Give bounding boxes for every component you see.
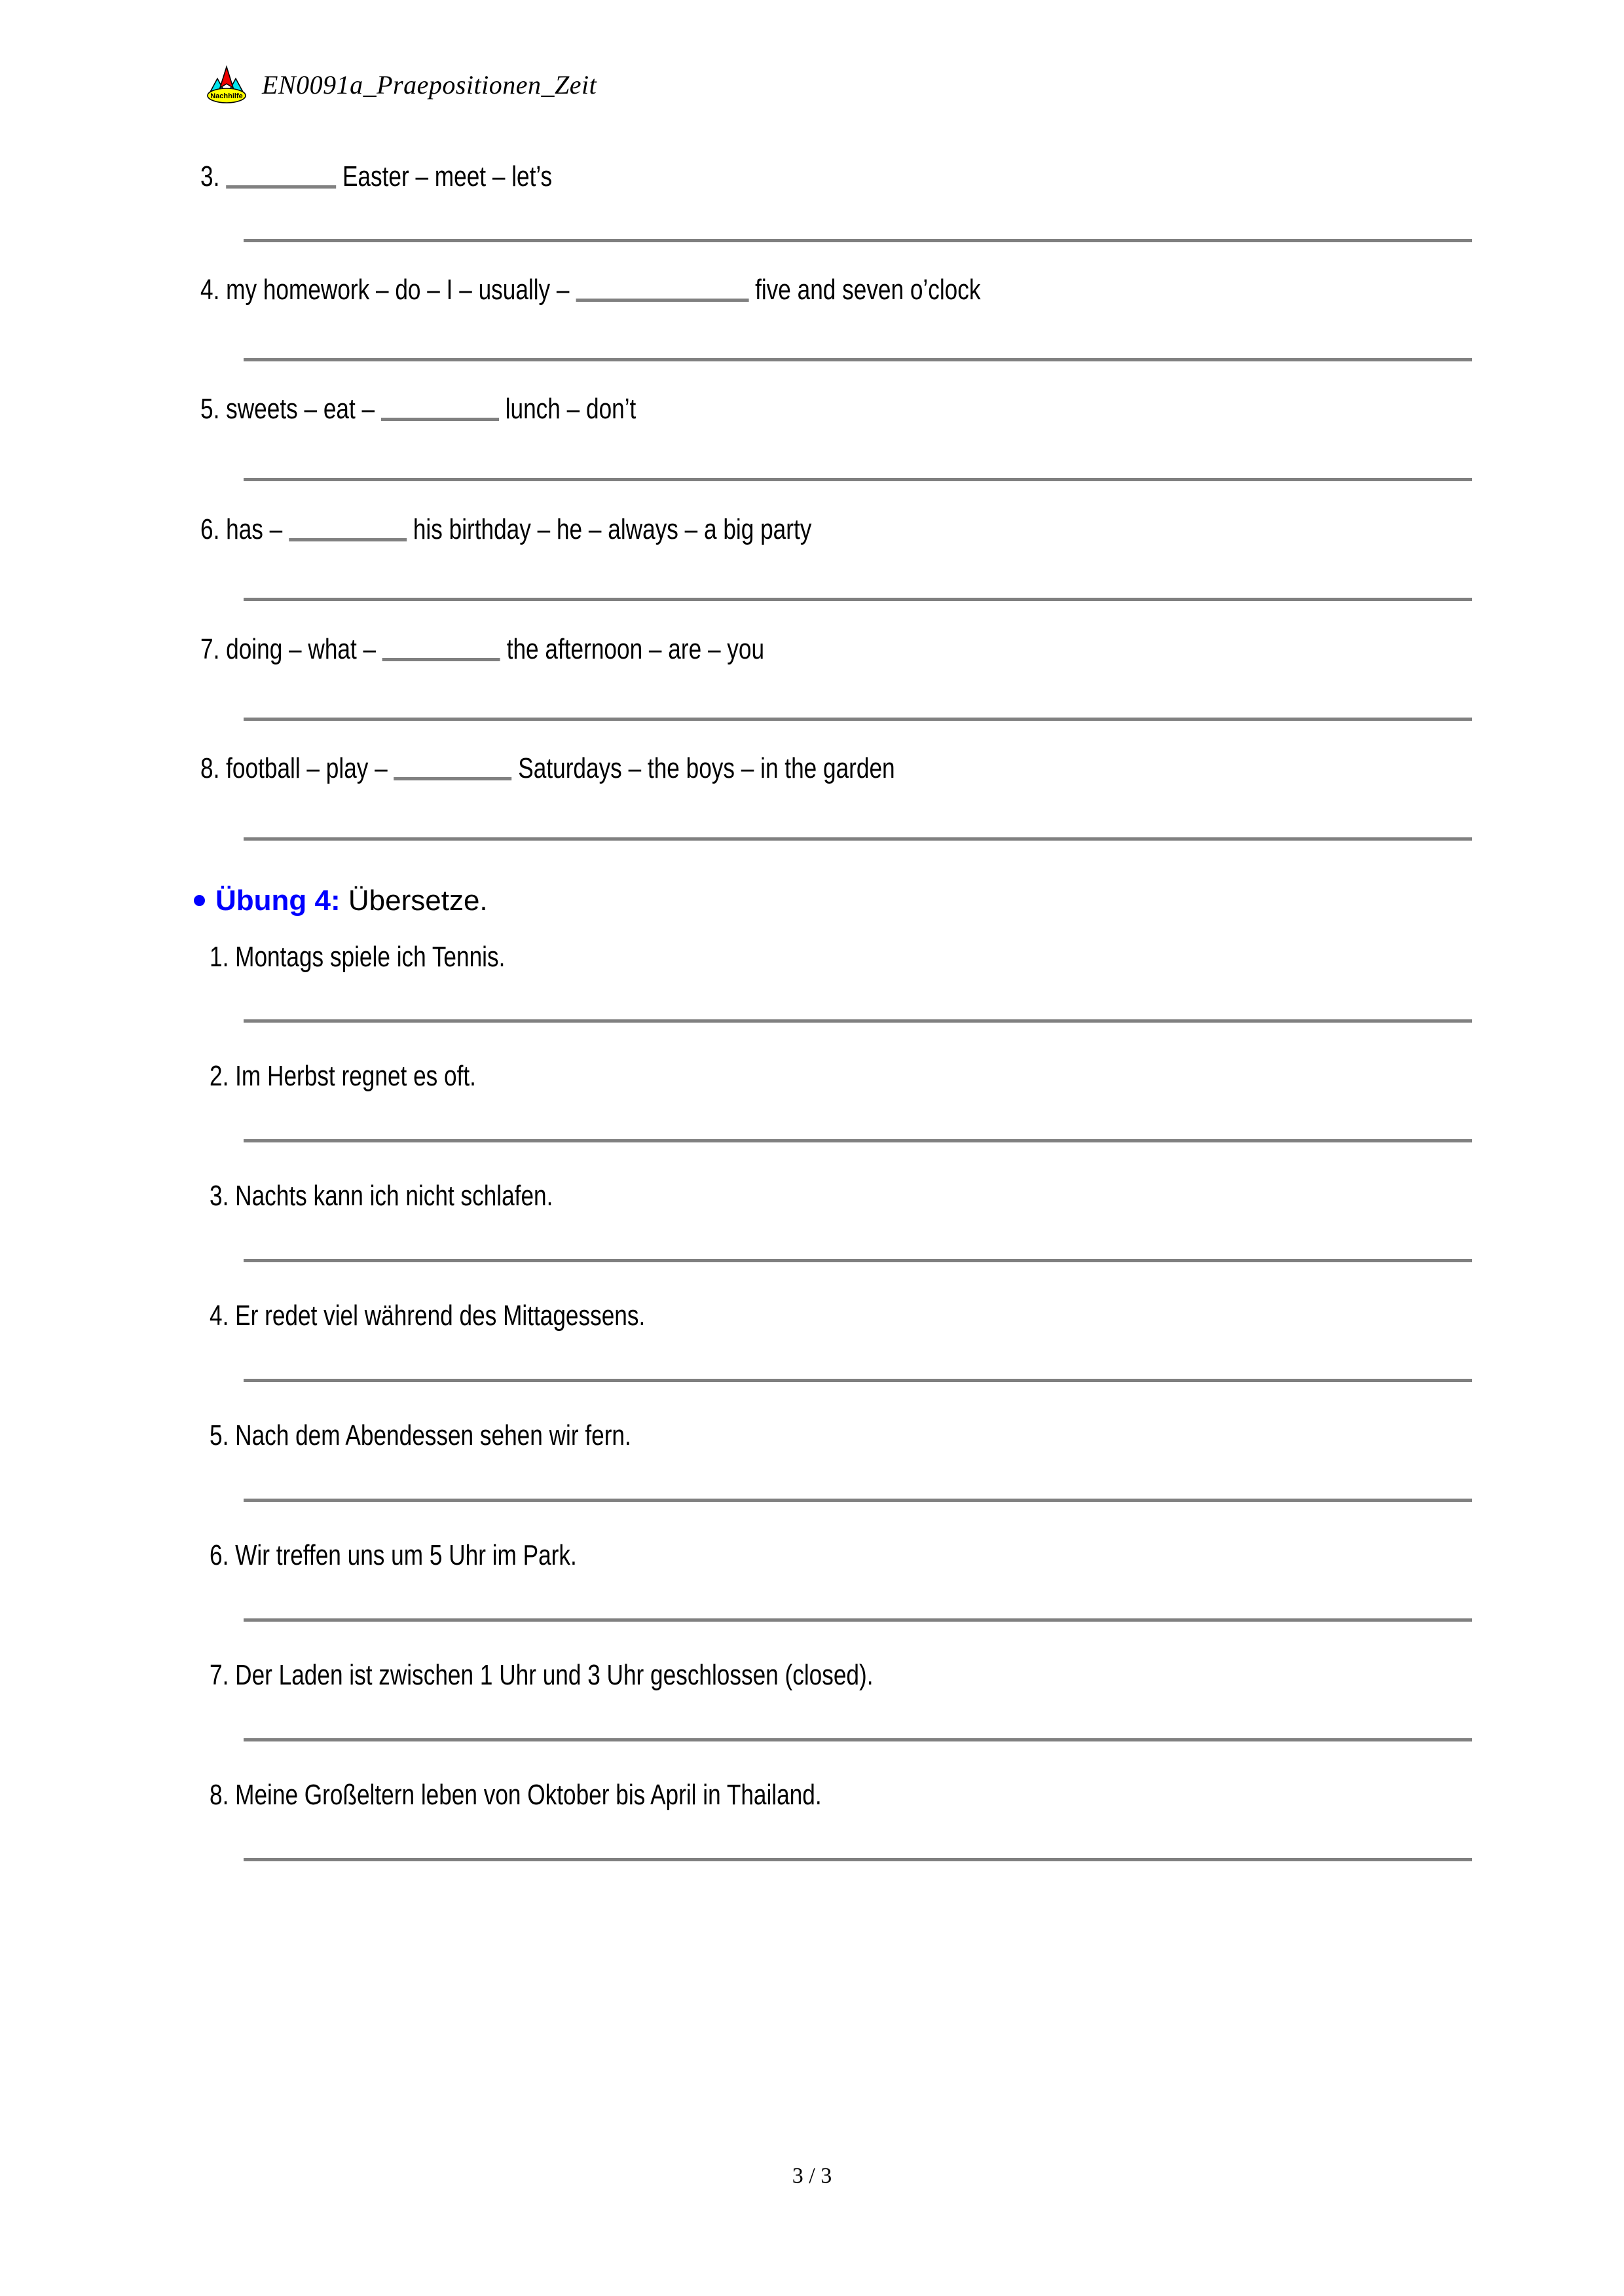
exercise-instruction: Übersetze. (348, 884, 488, 917)
answer-line[interactable] (244, 837, 1472, 841)
answer-line[interactable] (244, 1019, 1472, 1023)
exercise-item (200, 393, 1227, 425)
answer-line[interactable] (244, 598, 1472, 601)
item-text-post: the afternoon – are – you (506, 633, 765, 665)
answer-line[interactable] (244, 239, 1472, 242)
answer-line[interactable] (244, 1139, 1472, 1142)
answer-line[interactable] (244, 718, 1472, 721)
exercise-heading (194, 885, 488, 917)
item-number: 1. (210, 941, 229, 973)
item-text-pre: doing – what – (226, 633, 377, 665)
exercise-item (200, 514, 1227, 545)
item-number: 5. (200, 393, 220, 425)
item-text-pre: sweets – eat – (226, 393, 375, 425)
item-text: Wir treffen uns um 5 Uhr im Park. (235, 1539, 577, 1571)
item-text-pre: football – play – (226, 752, 388, 784)
translation-item (210, 1540, 1236, 1571)
exercise-item (200, 161, 1227, 192)
item-number: 7. (200, 633, 220, 665)
item-number: 6. (210, 1539, 229, 1571)
translation-item (210, 1180, 1236, 1212)
answer-line[interactable] (244, 478, 1472, 481)
document-title: EN0091a_Praepositionen_Zeit (262, 69, 597, 100)
item-number: 3. (210, 1180, 229, 1212)
item-text-post: lunch – don’t (505, 393, 637, 425)
exercise-item (200, 634, 1227, 665)
item-text-pre: my homework – do – I – usually – (226, 274, 570, 306)
exercise-item (200, 274, 1227, 306)
item-text-pre: has – (226, 513, 283, 545)
translation-item (210, 1420, 1236, 1451)
answer-line[interactable] (244, 1738, 1472, 1741)
item-text: Montags spiele ich Tennis. (235, 941, 506, 973)
answer-blank[interactable] (394, 754, 512, 780)
answer-blank[interactable] (576, 275, 748, 302)
item-text-post: Easter – meet – let’s (342, 160, 553, 192)
logo-wordmark: Nachhilfe (210, 92, 243, 100)
item-number: 2. (210, 1060, 229, 1092)
item-number: 8. (200, 752, 220, 784)
answer-line[interactable] (244, 1499, 1472, 1502)
item-text-post: his birthday – he – always – a big party (413, 513, 812, 545)
page-header (206, 65, 597, 103)
answer-line[interactable] (244, 1618, 1472, 1622)
answer-line[interactable] (244, 1379, 1472, 1382)
answer-line[interactable] (244, 358, 1472, 361)
translation-item (210, 941, 1236, 973)
bullet-dot-icon (194, 895, 205, 906)
answer-blank[interactable] (289, 515, 407, 541)
exercise-label: Übung 4: (215, 884, 341, 917)
item-number: 8. (210, 1779, 229, 1811)
item-number: 3. (200, 160, 220, 192)
translation-item (210, 1660, 1236, 1691)
answer-blank[interactable] (382, 634, 500, 661)
item-number: 6. (200, 513, 220, 545)
translation-item (210, 1779, 1236, 1811)
item-text: Nach dem Abendessen sehen wir fern. (235, 1419, 631, 1451)
page-indicator: 3 / 3 (792, 2164, 832, 2188)
translation-item (210, 1300, 1236, 1332)
item-text: Er redet viel während des Mittagessens. (235, 1300, 646, 1332)
item-text: Im Herbst regnet es oft. (235, 1060, 476, 1092)
item-text: Meine Großeltern leben von Oktober bis April in Thailand. (235, 1779, 822, 1811)
answer-blank[interactable] (226, 162, 336, 189)
item-number: 7. (210, 1659, 229, 1691)
item-text: Der Laden ist zwischen 1 Uhr und 3 Uhr geschlossen (closed). (235, 1659, 874, 1691)
item-text: Nachts kann ich nicht schlafen. (235, 1180, 553, 1212)
item-text-post: Saturdays – the boys – in the garden (518, 752, 895, 784)
page-footer (0, 2164, 1624, 2189)
translation-item (210, 1061, 1236, 1092)
exercise-item (200, 753, 1227, 784)
answer-blank[interactable] (381, 394, 499, 421)
item-number: 4. (210, 1300, 229, 1332)
answer-line[interactable] (244, 1858, 1472, 1861)
item-number: 4. (200, 274, 220, 306)
item-text-post: five and seven o’clock (755, 274, 981, 306)
nachhilfe-logo-icon (206, 65, 248, 103)
answer-line[interactable] (244, 1259, 1472, 1262)
item-number: 5. (210, 1419, 229, 1451)
